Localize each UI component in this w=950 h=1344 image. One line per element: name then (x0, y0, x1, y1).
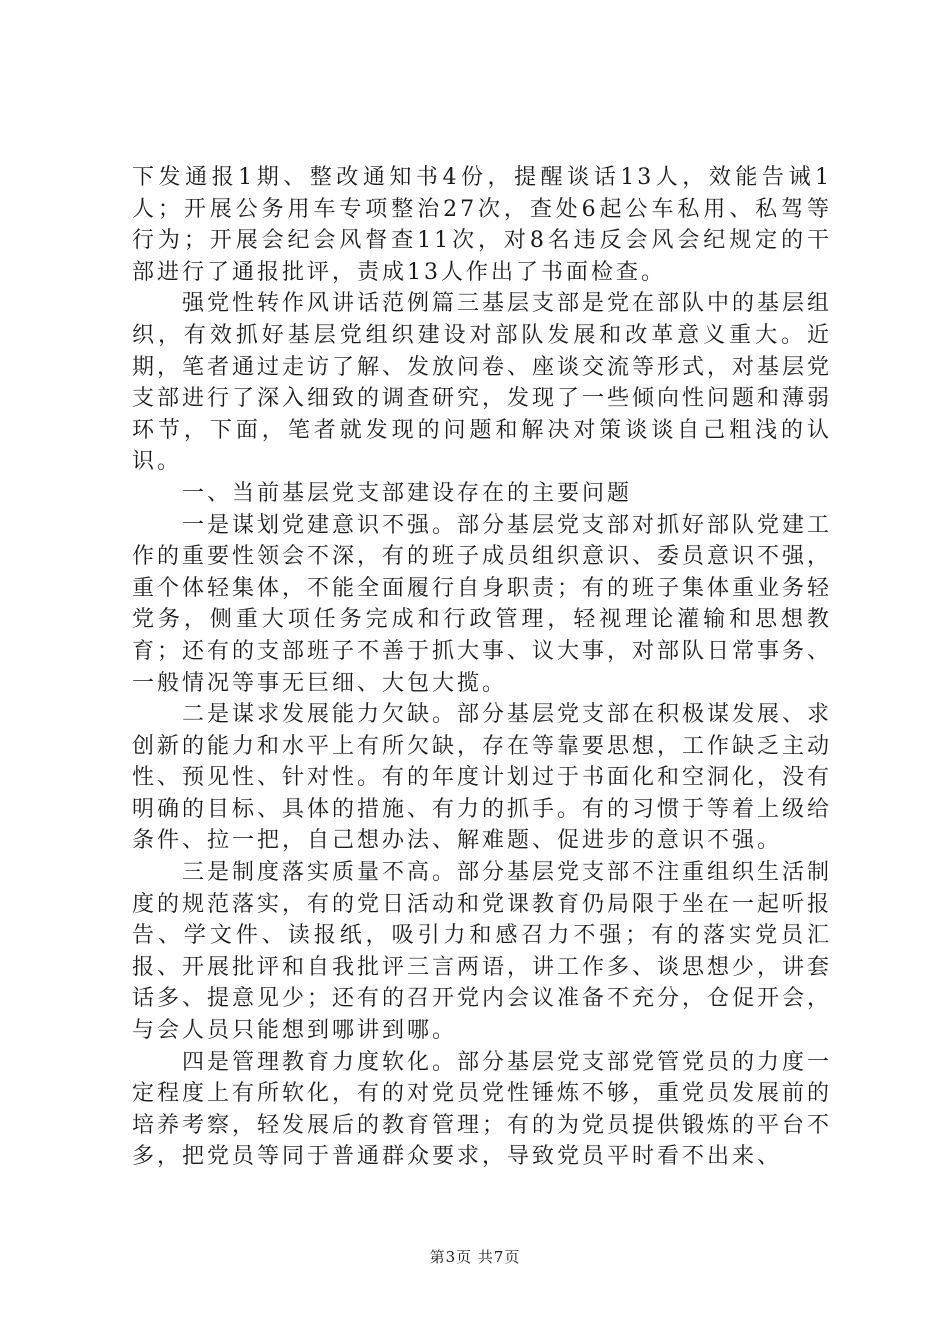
document-body (132, 162, 832, 1173)
paragraph-7: 四是管理教育力度软化。部分基层党支部党管党员的力度一定程度上有所软化，有的对党员党性锤炼不够，重党员发展前的培养考察，轻发展后的教育管理；有的为党员提供锻炼的平台不多，把党员等同于普通群众要求，导致党员平时看不出来、 (132, 1049, 833, 1170)
paragraph-5: 二是谋求发展能力欠缺。部分基层党支部在积极谋发展、求创新的能力和水平上有所欠缺，存在等靠要思想，工作缺乏主动性、预见性、针对性。有的年度计划过于书面化和空洞化，没有明确的目标、具体的措施、有力的抓手。有的习惯于等着上级给条件、拉一把，自己想办法、解难题、促进步的意识不强。 (132, 702, 833, 854)
section-heading: 一、当前基层党支部建设存在的主要问题 (182, 480, 633, 506)
paragraph-4: 一是谋划党建意识不强。部分基层党支部对抓好部队党建工作的重要性领会不深，有的班子成员组织意识、委员意识不强，重个体轻集体，不能全面履行自身职责；有的班子集体重业务轻党务，侧重大项任务完成和行政管理，轻视理论灌输和思想教育；还有的支部班子不善于抓大事、议大事，对部队日常事务、一般情况等事无巨细、大包大揽。 (132, 512, 833, 696)
paragraph-1: 下发通报1期、整改通知书4份，提醒谈话13人，效能告诫1人；开展公务用车专项整治27次，查处6起公车私用、私驾等行为；开展会纪会风督查11次，对8名违反会风会纪规定的干部进行了通报批评，责成13人作出了书面检查。 (132, 165, 832, 285)
page-footer: 第3页 共7页 (429, 1248, 521, 1266)
paragraph-2: 强党性转作风讲话范例篇三基层支部是党在部队中的基层组织，有效抓好基层党组织建设对部队发展和改革意义重大。近期，笔者通过走访了解、发放问卷、座谈交流等形式，对基层党支部进行了深入细致的调查研究，发现了一些倾向性问题和薄弱环节，下面，笔者就发现的问题和解决对策谈谈自己粗浅的认识。 (132, 291, 833, 475)
paragraph-6: 三是制度落实质量不高。部分基层党支部不注重组织生活制度的规范落实，有的党日活动和党课教育仍局限于坐在一起听报告、学文件、读报纸，吸引力和感召力不强；有的落实党员汇报、开展批评和自我批评三言两语，讲工作多、谈思想少，讲套话多、提意见少；还有的召开党内会议准备不充分，仓促开会，与会人员只能想到哪讲到哪。 (132, 860, 833, 1044)
